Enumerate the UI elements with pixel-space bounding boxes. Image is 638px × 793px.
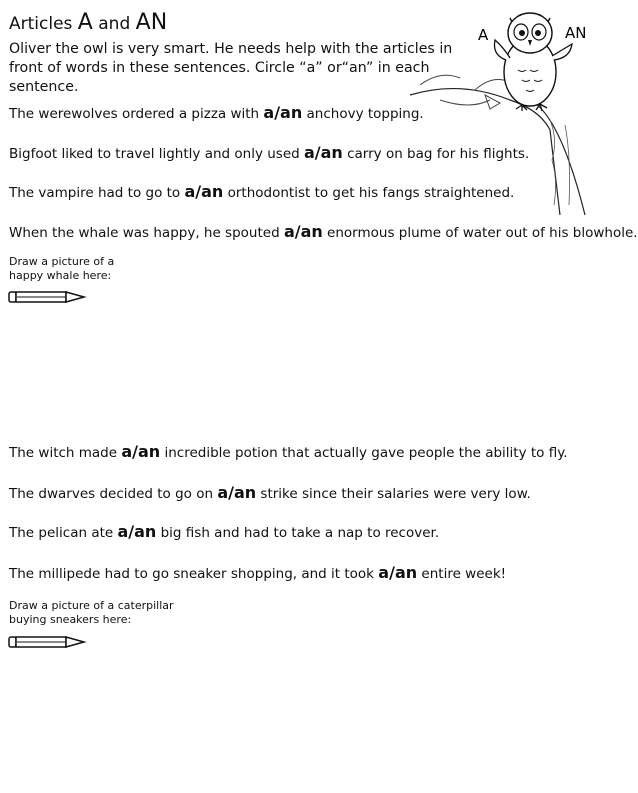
- drawing-prompt-1: Draw a picture of a happy whale here:: [9, 255, 115, 282]
- owl-letter-an: AN: [565, 24, 587, 42]
- title-mid: and: [92, 14, 136, 34]
- instructions: Oliver the owl is very smart. He needs help with the articles in front of words in these sentences. Circle “a” or“an” in each sentence.: [9, 41, 453, 95]
- sentence-3: The vampire had to go to a/an orthodontist to get his fangs straightened.: [9, 182, 515, 201]
- drawing-prompt-2: Draw a picture of a caterpillar buying sneakers here:: [9, 599, 174, 626]
- choice-a-an[interactable]: a/an: [283, 222, 323, 241]
- sentence-1: The werewolves ordered a pizza with a/an anchovy topping.: [9, 103, 424, 122]
- sentence-5: The witch made a/an incredible potion that actually gave people the ability to fly.: [9, 442, 568, 461]
- page-title: [9, 10, 167, 35]
- pencil-icon: [8, 634, 86, 650]
- sentence-7: The pelican ate a/an big fish and had to take a nap to recover.: [9, 522, 440, 541]
- owl-letter-a: A: [478, 26, 489, 44]
- sentence-2: Bigfoot liked to travel lightly and only used a/an carry on bag for his flights.: [9, 143, 530, 162]
- choice-a-an[interactable]: a/an: [263, 103, 303, 122]
- title-prefix: Articles: [9, 14, 78, 34]
- choice-a-an[interactable]: a/an: [121, 442, 161, 461]
- choice-a-an[interactable]: a/an: [184, 182, 224, 201]
- choice-a-an[interactable]: a/an: [117, 522, 157, 541]
- sentence-6: The dwarves decided to go on a/an strike since their salaries were very low.: [9, 483, 531, 502]
- choice-a-an[interactable]: a/an: [303, 143, 343, 162]
- choice-a-an[interactable]: a/an: [378, 563, 418, 582]
- title-a: A: [77, 10, 93, 35]
- choice-a-an[interactable]: a/an: [217, 483, 257, 502]
- sentence-4: When the whale was happy, he spouted a/an enormous plume of water out of his blowhole.: [9, 222, 638, 241]
- title-an: AN: [135, 10, 168, 35]
- pencil-icon: [8, 289, 86, 305]
- sentence-8: The millipede had to go sneaker shopping, and it took a/an entire week!: [9, 563, 507, 582]
